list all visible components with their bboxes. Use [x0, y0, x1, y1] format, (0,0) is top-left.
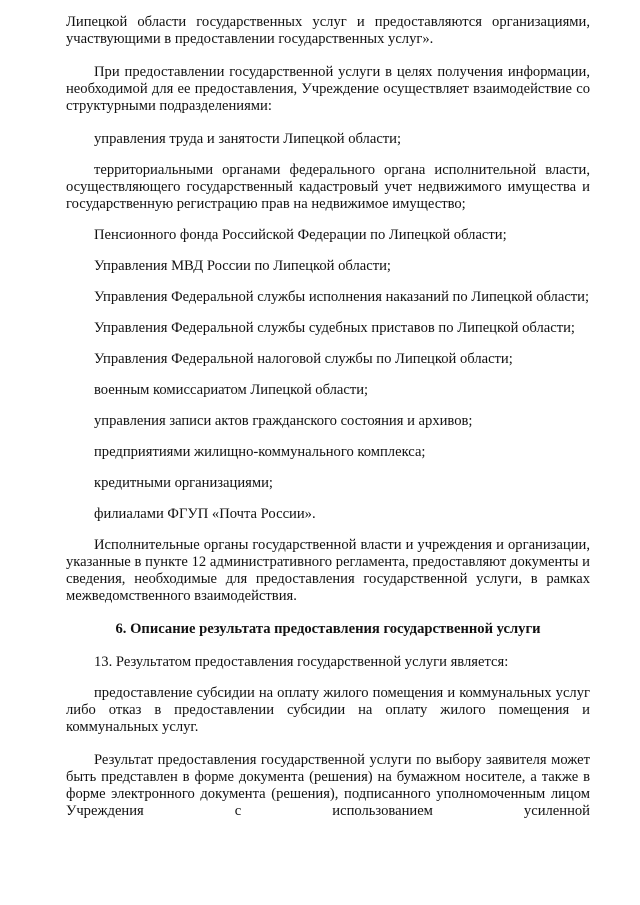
list-item: Управления Федеральной налоговой службы по Липецкой области;: [94, 351, 513, 367]
list-item: Управления МВД России по Липецкой области;: [94, 258, 391, 274]
list-item: управления записи актов гражданского состояния и архивов;: [94, 413, 473, 429]
section-heading: 6. Описание результата предоставления государственной услуги: [115, 621, 541, 637]
list-item: Управления Федеральной службы исполнения наказаний по Липецкой области;: [94, 289, 590, 305]
paragraph-subsidy: предоставление субсидии на оплату жилого помещения и коммунальных услуг либо отказ в предоставлении субсидии на оплату жилого помещения и коммунальных услуг.: [66, 685, 590, 735]
paragraph-interaction: При предоставлении государственной услуги в целях получения информации, необходимой для ее предоставления, Учреждение осуществляет взаимодействие со структурными подразделениями:: [66, 64, 590, 114]
paragraph-item-13: 13. Результатом предоставления государственной услуги является:: [94, 654, 509, 670]
paragraph-executive-bodies: Исполнительные органы государственной власти и учреждения и организации, указанные в пункте 12 административного регламента, предоставляют документы и сведения, необходимые для предоставления государственной услуги, в рамках межведомственного взаимодействия.: [66, 537, 590, 604]
paragraph-result: Результат предоставления государственной услуги по выбору заявителя может быть представлен в форме документа (решения) на бумажном носителе, а также в форме электронного документа (решения), подписанного уполномоченным лицом Учреждения с использованием усиленной: [66, 752, 590, 819]
list-item: управления труда и занятости Липецкой области;: [94, 131, 402, 147]
list-item: Пенсионного фонда Российской Федерации по Липецкой области;: [94, 227, 507, 243]
list-item: территориальными органами федерального органа исполнительной власти, осуществляющего государственный кадастровый учет недвижимого имущества и государственную регистрацию прав на недвижимое имущество;: [66, 162, 590, 212]
list-item: предприятиями жилищно-коммунального комплекса;: [94, 444, 426, 460]
list-item: Управления Федеральной службы судебных приставов по Липецкой области;: [94, 320, 575, 336]
list-item: военным комиссариатом Липецкой области;: [94, 382, 369, 398]
list-item: филиалами ФГУП «Почта России».: [94, 506, 316, 522]
list-item: кредитными организациями;: [94, 475, 273, 491]
document-page: [66, 14, 590, 820]
paragraph-intro: Липецкой области государственных услуг и предоставляются организациями, участвующими в предоставлении государственных услуг».: [66, 14, 590, 47]
